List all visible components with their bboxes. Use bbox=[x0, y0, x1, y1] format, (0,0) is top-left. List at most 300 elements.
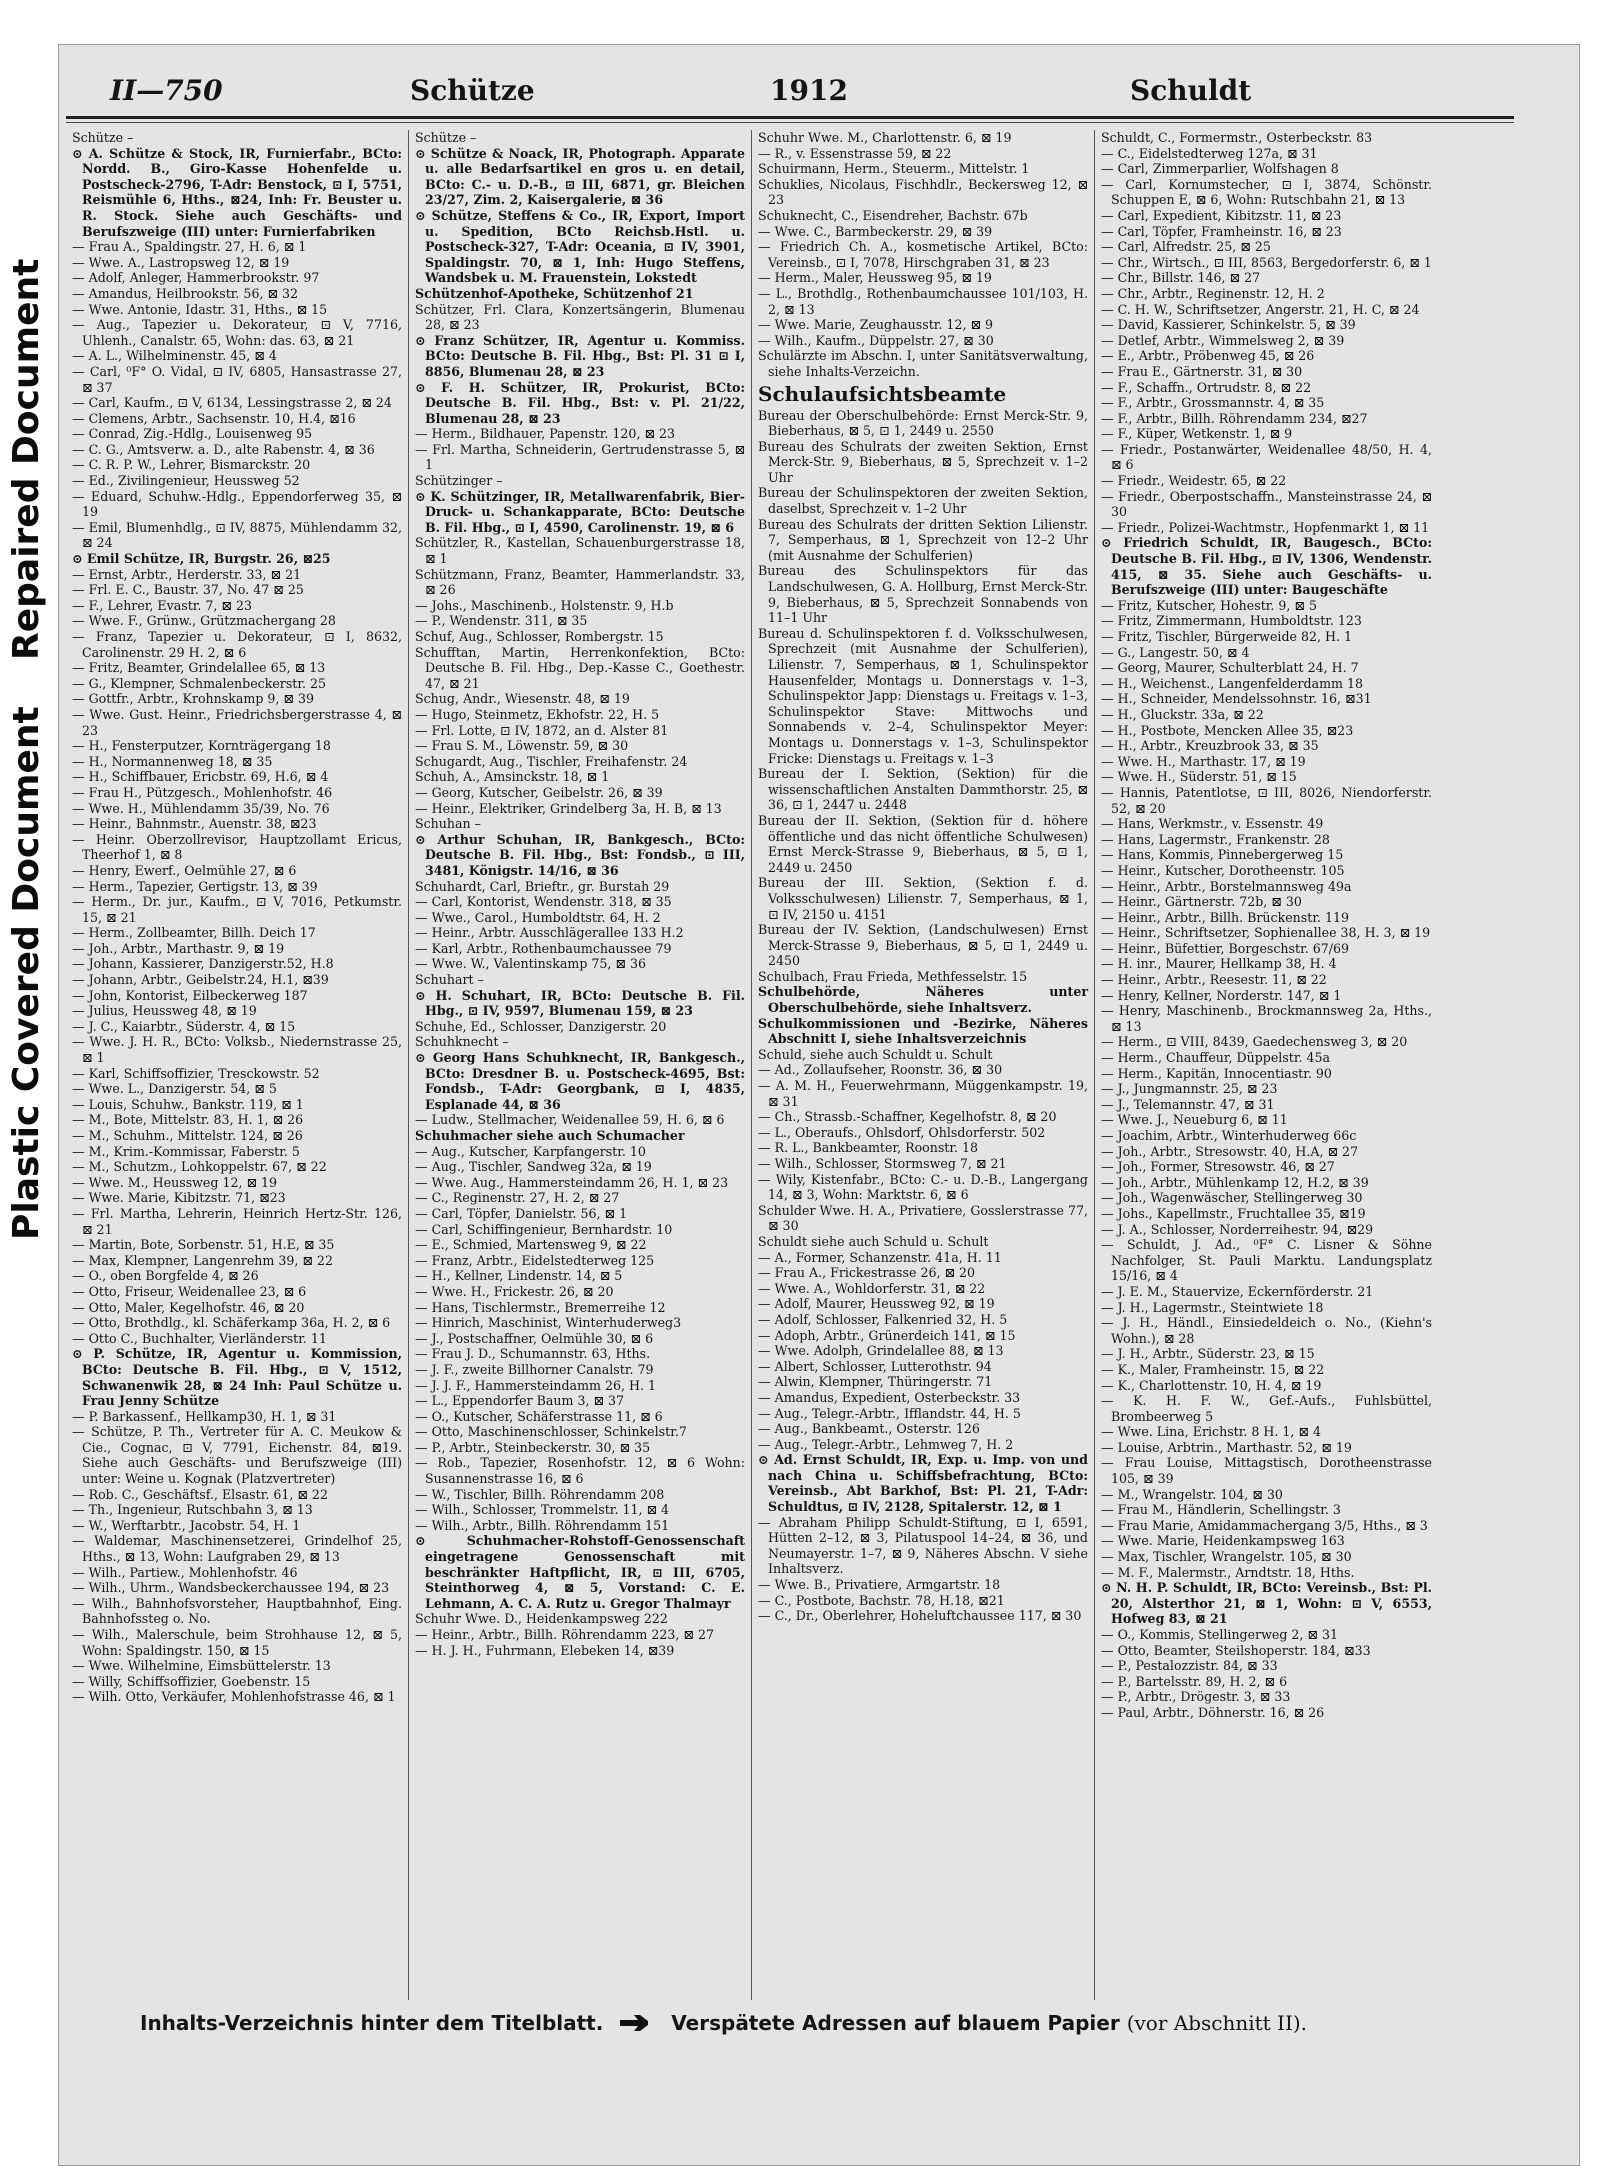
directory-entry: — C., Dr., Oberlehrer, Hoheluftchaussee 117, ⊠ 30 bbox=[758, 1608, 1082, 1624]
directory-entry: — Herm., Kapitän, Innocentiastr. 90 bbox=[1101, 1065, 1332, 1081]
directory-entry: — Ernst, Arbtr., Herderstr. 33, ⊠ 21 bbox=[72, 566, 302, 582]
directory-entry: — H. J. H., Fuhrmann, Elebeken 14, ⊠39 bbox=[415, 1642, 675, 1658]
directory-entry: — Johs., Kapellmstr., Fruchtallee 35, ⊠19 bbox=[1101, 1205, 1366, 1221]
directory-entry: — Heinr., Kutscher, Dorotheenstr. 105 bbox=[1101, 862, 1345, 878]
directory-entry: Schützinger – bbox=[415, 473, 503, 489]
directory-entry: — C., Eidelstedterweg 127a, ⊠ 31 bbox=[1101, 145, 1318, 161]
directory-entry: Schuh, A., Amsinckstr. 18, ⊠ 1 bbox=[415, 769, 610, 785]
directory-entry: — J. A., Schlosser, Norderreihestr. 94, ⊠29 bbox=[1101, 1221, 1374, 1237]
directory-entry: — Heinr., Elektriker, Grindelberg 3a, H. B, ⊠ 13 bbox=[415, 800, 722, 816]
directory-entry: — J., Jungmannstr. 25, ⊠ 23 bbox=[1101, 1081, 1278, 1097]
directory-entry: — O., Kommis, Stellingerweg 2, ⊠ 31 bbox=[1101, 1627, 1338, 1642]
column-2 bbox=[409, 130, 752, 2000]
directory-entry: — L., Oberaufs., Ohlsdorf, Ohlsdorferstr. 502 bbox=[758, 1124, 1046, 1140]
directory-entry: — Frau A., Spaldingstr. 27, H. 6, ⊠ 1 bbox=[72, 239, 307, 255]
directory-entry: Schuhardt, Carl, Brieftr., gr. Burstah 29 bbox=[415, 878, 670, 894]
directory-entry: — Rob. C., Geschäftsf., Elsastr. 61, ⊠ 22 bbox=[72, 1486, 328, 1502]
directory-entry: Schuf, Aug., Schlosser, Rombergstr. 15 bbox=[415, 629, 664, 644]
directory-entry: ⊙ A. Schütze & Stock, IR, Furnierfabr., BCto: Nordd. B., Giro-Kasse Hohenfelde u. Postscheck-2796, T-Adr: Benstock, ⊡ I, 5751, Reismühle 6, Hths., ⊠24, Inh: Fr. Beuster u. R. Stock. Siehe auch Geschäfts- und Berufszweige (III) unter: Furnierfabriken bbox=[72, 145, 402, 239]
directory-entry: — F., Arbtr., Grossmannstr. 4, ⊠ 35 bbox=[1101, 395, 1325, 411]
directory-entry: — H., Gluckstr. 33a, ⊠ 22 bbox=[1101, 706, 1264, 722]
directory-entry: — Detlef, Arbtr., Wimmelsweg 2, ⊠ 39 bbox=[1101, 332, 1345, 348]
directory-entry: — J. H., Händl., Einsiedeldeich o. No., (Kiehn's Wohn.), ⊠ 28 bbox=[1101, 1315, 1432, 1346]
directory-entry: — John, Kontorist, Eilbeckerweg 187 bbox=[72, 987, 308, 1003]
directory-entry: — Frau J. D., Schumannstr. 63, Hths. bbox=[415, 1346, 651, 1362]
directory-entry: — Th., Ingenieur, Rutschbahn 3, ⊠ 13 bbox=[72, 1502, 313, 1518]
directory-entry: — Friedrich Ch. A., kosmetische Artikel, BCto: Vereinsb., ⊡ I, 7078, Hirschgraben 31, ⊠ 23 bbox=[758, 239, 1088, 270]
pointing-hand-icon bbox=[620, 2013, 654, 2037]
directory-entry: — Hinrich, Maschinist, Winterhuderweg3 bbox=[415, 1315, 682, 1331]
directory-entry: — Wwe. F., Grünw., Grützmachergang 28 bbox=[72, 613, 336, 629]
directory-entry: Bureau des Schulrats der dritten Sektion Lilienstr. 7, Semperhaus, ⊠ 1, Sprechzeit von 12–2 Uhr (mit Ausnahme der Schulferien) bbox=[758, 516, 1088, 563]
directory-entry: — Schütze, P. Th., Vertreter für A. C. Meukow & Cie., Cognac, ⊡ V, 7791, Eichenstr. 84, ⊠19. Siehe auch Geschäfts- und Berufszweige (III) unter: Weine u. Kognak (Platzvertreter) bbox=[72, 1424, 402, 1487]
directory-entry: Bureau der Schulinspektoren der zweiten Sektion, daselbst, Sprechzeit v. 1–2 Uhr bbox=[758, 485, 1088, 517]
directory-entry: — Heinr. Oberzollrevisor, Hauptzollamt Ericus, Theerhof 1, ⊠ 8 bbox=[72, 831, 402, 863]
directory-entry: — L., Brothdlg., Rothenbaumchaussee 101/103, H. 2, ⊠ 13 bbox=[758, 285, 1088, 317]
directory-entry: — Johs., Maschinenb., Holstenstr. 9, H.b bbox=[415, 597, 674, 613]
directory-entry: — O., Kutscher, Schäferstrasse 11, ⊠ 6 bbox=[415, 1408, 663, 1424]
directory-entry: — Adolf, Anleger, Hammerbrookstr. 97 bbox=[72, 270, 320, 286]
directory-entry: — A., Former, Schanzenstr. 41a, H. 11 bbox=[758, 1249, 1002, 1265]
directory-entry: — Wilh., Schlosser, Trommelstr. 11, ⊠ 4 bbox=[415, 1502, 670, 1518]
directory-entry: — E., Schmied, Martensweg 9, ⊠ 22 bbox=[415, 1237, 647, 1253]
directory-entry: — Henry, Maschinenb., Brockmannsweg 2a, Hths., ⊠ 13 bbox=[1101, 1003, 1432, 1034]
directory-entry: — Louise, Arbtrin., Marthastr. 52, ⊠ 19 bbox=[1101, 1439, 1352, 1455]
directory-entry: — H., Normannenweg 18, ⊠ 35 bbox=[72, 753, 273, 769]
directory-entry: — M. F., Malermstr., Arndtstr. 18, Hths. bbox=[1101, 1564, 1355, 1580]
directory-entry: — Carl, Kaufm., ⊡ V, 6134, Lessingstrasse 2, ⊠ 24 bbox=[72, 395, 392, 411]
directory-entry: — G., Klempner, Schmalenbeckerstr. 25 bbox=[72, 675, 327, 691]
directory-entry: — E., Arbtr., Pröbenweg 45, ⊠ 26 bbox=[1101, 348, 1315, 364]
directory-entry: — P., Arbtr., Steinbeckerstr. 30, ⊠ 35 bbox=[415, 1439, 651, 1455]
directory-entry: — H., Schneider, Mendelssohnstr. 16, ⊠31 bbox=[1101, 691, 1372, 707]
directory-entry: — Heinr., Arbtr., Reesestr. 11, ⊠ 22 bbox=[1101, 972, 1327, 988]
directory-entry: — Abraham Philipp Schuldt-Stiftung, ⊡ I, 6591, Hütten 2–12, ⊠ 3, Pilatuspool 14–24, ⊠ 36, und Neumayerstr. 1–7, ⊠ 9, Näheres Abschn. V siehe Inhaltsverz. bbox=[758, 1514, 1088, 1577]
directory-entry: ⊙ Arthur Schuhan, IR, Bankgesch., BCto: Deutsche B. Fil. Hbg., Bst: Fondsb., ⊡ III, 3481, Königstr. 14/16, ⊠ 36 bbox=[415, 831, 745, 878]
directory-entry: — H., Postbote, Mencken Allee 35, ⊠23 bbox=[1101, 722, 1354, 738]
directory-entry: — Adolf, Maurer, Heussweg 92, ⊠ 19 bbox=[758, 1296, 995, 1312]
directory-entry: — Wwe. L., Danzigerstr. 54, ⊠ 5 bbox=[72, 1081, 277, 1097]
directory-entry: — Wwe., Carol., Humboldtstr. 64, H. 2 bbox=[415, 909, 661, 925]
directory-entry: ⊙ K. Schützinger, IR, Metallwarenfabrik, Bier-Druck- u. Schankapparate, BCto: Deutsche B. Fil. Hbg., ⊡ I, 4590, Carolinenstr. 19, ⊠ 6 bbox=[415, 488, 745, 535]
directory-entry: — Carl, Expedient, Kibitzstr. 11, ⊠ 23 bbox=[1101, 207, 1342, 223]
directory-entry: — Wilh., Partiew., Mohlenhofstr. 46 bbox=[72, 1564, 298, 1580]
footer-index-note: Inhalts-Verzeichnis hinter dem Titelblatt. bbox=[140, 2011, 604, 2035]
directory-entry: — Ch., Strassb.-Schaffner, Kegelhofstr. 8, ⊠ 20 bbox=[758, 1109, 1057, 1125]
directory-entry: — Wilh., Kaufm., Düppelstr. 27, ⊠ 30 bbox=[758, 332, 994, 348]
directory-entry: — Carl, Schiffingenieur, Bernhardstr. 10 bbox=[415, 1221, 673, 1237]
directory-entry: — Frau H., Pützgesch., Mohlenhofstr. 46 bbox=[72, 784, 333, 800]
directory-entry: Schuld, siehe auch Schuldt u. Schult bbox=[758, 1046, 993, 1062]
directory-entry: — Herm., Chauffeur, Düppelstr. 45a bbox=[1101, 1050, 1331, 1066]
directory-entry: — Georg, Maurer, Schulterblatt 24, H. 7 bbox=[1101, 660, 1359, 676]
directory-entry: — Rob., Tapezier, Rosenhofstr. 12, ⊠ 6 Wohn: Susannenstrasse 16, ⊠ 6 bbox=[415, 1455, 745, 1487]
directory-entry: — Frau M., Händlerin, Schellingstr. 3 bbox=[1101, 1502, 1341, 1518]
directory-entry: — Carl, Kornumstecher, ⊡ I, 3874, Schönstr. Schuppen E, ⊠ 6, Wohn: Rutschbahn 21, ⊠ 13 bbox=[1101, 176, 1432, 208]
directory-entry: Schuldt siehe auch Schuld u. Schult bbox=[758, 1233, 989, 1249]
directory-entry: — W., Werftarbtr., Jacobstr. 54, H. 1 bbox=[72, 1517, 301, 1533]
directory-entry: — Wwe. J., Neueburg 6, ⊠ 11 bbox=[1101, 1112, 1288, 1128]
directory-entry: ⊙ F. H. Schützer, IR, Prokurist, BCto: Deutsche B. Fil. Hbg., Bst: v. Pl. 21/22, Blumenau 28, ⊠ 23 bbox=[415, 379, 745, 426]
directory-entry: Bureau des Schulinspektors für das Landschulwesen, G. A. Hollburg, Ernst Merck-Str. 9, Bieberhaus, ⊠ 5, Sprechzeit Sonnabends von 11–1 Uhr bbox=[758, 563, 1088, 626]
directory-entry: ⊙ Friedrich Schuldt, IR, Baugesch., BCto: Deutsche B. Fil. Hbg., ⊡ IV, 1306, Wendenstr. 415, ⊠ 35. Siehe auch Geschäfts- u. Berufszweige (III) unter: Baugeschäfte bbox=[1101, 535, 1432, 598]
directory-entry: ⊙ Schütze & Noack, IR, Photograph. Apparate u. alle Bedarfsartikel en gros u. en detail, BCto: C.- u. D.-B., ⊡ III, 6871, gr. Bleichen 23/27, Zim. 2, Kaisergalerie, ⊠ 36 bbox=[415, 145, 745, 208]
directory-entry: — P., Wendenstr. 311, ⊠ 35 bbox=[415, 613, 588, 629]
column-1 bbox=[66, 130, 409, 2000]
directory-entry: — W., Tischler, Billh. Röhrendamm 208 bbox=[415, 1486, 665, 1502]
footer-late-addresses: Verspätete Adressen auf blauem Papier bbox=[671, 2011, 1120, 2035]
directory-entry: — Hannis, Patentlotse, ⊡ III, 8026, Niendorferstr. 52, ⊠ 20 bbox=[1101, 784, 1432, 816]
directory-entry: — Wily, Kistenfabr., BCto: C.- u. D.-B., Langergang 14, ⊠ 3, Wohn: Marktstr. 6, ⊠ 6 bbox=[758, 1171, 1088, 1203]
directory-entry: — Carl, ⁰F° O. Vidal, ⊡ IV, 6805, Hansastrasse 27, ⊠ 37 bbox=[72, 363, 402, 395]
directory-entry: — Wwe. A., Wohldorferstr. 31, ⊠ 22 bbox=[758, 1280, 986, 1296]
directory-entry: — L., Eppendorfer Baum 3, ⊠ 37 bbox=[415, 1393, 625, 1409]
directory-entry: — Ludw., Stellmacher, Weidenallee 59, H. 6, ⊠ 6 bbox=[415, 1112, 725, 1128]
directory-entry: Schuhart – bbox=[415, 972, 484, 988]
directory-entry: — O., oben Borgfelde 4, ⊠ 26 bbox=[72, 1268, 259, 1284]
directory-entry: — Wwe. Gust. Heinr., Friedrichsbergerstrasse 4, ⊠ 23 bbox=[72, 706, 402, 738]
directory-entry: — Joh., Arbtr., Marthastr. 9, ⊠ 19 bbox=[72, 940, 285, 956]
header-rule-thin bbox=[66, 122, 1514, 123]
directory-entry: — Aug., Telegr.-Arbtr., Ifflandstr. 44, H. 5 bbox=[758, 1405, 1021, 1421]
directory-entry: ⊙ H. Schuhart, IR, BCto: Deutsche B. Fil. Hbg., ⊡ IV, 9597, Blumenau 159, ⊠ 23 bbox=[415, 987, 745, 1019]
directory-entry: — Otto, Beamter, Steilshoperstr. 184, ⊠33 bbox=[1101, 1642, 1371, 1658]
directory-entry: Schug, Andr., Wiesenstr. 48, ⊠ 19 bbox=[415, 691, 630, 707]
directory-entry: — Heinr., Arbtr., Billh. Brückenstr. 119 bbox=[1101, 909, 1349, 925]
directory-entry: — Heinr., Schriftsetzer, Sophienallee 38, H. 3, ⊠ 19 bbox=[1101, 925, 1431, 941]
directory-entry: — Ed., Zivilingenieur, Heussweg 52 bbox=[72, 473, 300, 489]
directory-entry: — J. H., Arbtr., Süderstr. 23, ⊠ 15 bbox=[1101, 1346, 1315, 1362]
directory-entry: — Carl, Töpfer, Danielstr. 56, ⊠ 1 bbox=[415, 1205, 628, 1221]
directory-entry: — Herm., Bildhauer, Papenstr. 120, ⊠ 23 bbox=[415, 426, 676, 442]
page-number: II—750 bbox=[110, 74, 223, 107]
directory-entry: — Henry, Ewerf., Oelmühle 27, ⊠ 6 bbox=[72, 862, 297, 878]
directory-entry: ⊙ Ad. Ernst Schuldt, IR, Exp. u. Imp. von und nach China u. Schiffsbefrachtung, BCto: Vereinsb., Abt Barkhof, Bst: Pl. 21, T-Adr: Schuldtus, ⊡ IV, 2128, Spitalerstr. 12, ⊠ 1 bbox=[758, 1452, 1088, 1515]
side-label-repaired: Repaired Document bbox=[6, 258, 47, 660]
directory-entry: Schuklies, Nicolaus, Fischhdlr., Beckersweg 12, ⊠ 23 bbox=[758, 176, 1088, 208]
directory-entry: — K., Charlottenstr. 10, H. 4, ⊠ 19 bbox=[1101, 1377, 1322, 1393]
directory-entry: — F., Schaffn., Ortrudstr. 8, ⊠ 22 bbox=[1101, 379, 1312, 395]
directory-entry: — C. G., Amtsverw. a. D., alte Rabenstr. 4, ⊠ 36 bbox=[72, 441, 375, 457]
directory-entry: ⊙ Schütze, Steffens & Co., IR, Export, Import u. Spedition, BCto Reichsb.Hstl. u. Postscheck-327, T-Adr: Oceania, ⊡ IV, 3901, Spaldingstr. 70, ⊠ 1, Inh: Hugo Steffens, Wandsbek u. M. Frauenstein, Lokstedt bbox=[415, 207, 745, 286]
directory-entry: — H., Kellner, Lindenstr. 14, ⊠ 5 bbox=[415, 1268, 623, 1284]
directory-entry: — Wwe. Antonie, Idastr. 31, Hths., ⊠ 15 bbox=[72, 301, 328, 317]
directory-entry: — Chr., Wirtsch., ⊡ III, 8563, Bergedorferstr. 6, ⊠ 1 bbox=[1101, 254, 1432, 270]
directory-entry: Schulärzte im Abschn. I, unter Sanitätsverwaltung, siehe Inhalts-Verzeichn. bbox=[758, 348, 1088, 379]
directory-entry: — Wwe. Marie, Zeughausstr. 12, ⊠ 9 bbox=[758, 317, 994, 333]
directory-entry: — Herm., Zollbeamter, Billh. Deich 17 bbox=[72, 925, 316, 941]
directory-entry: — Otto, Maler, Kegelhofstr. 46, ⊠ 20 bbox=[72, 1299, 305, 1315]
directory-entry: — Heinr., Büfettier, Borgeschstr. 67/69 bbox=[1101, 940, 1349, 956]
directory-entry: — Otto, Friseur, Weidenallee 23, ⊠ 6 bbox=[72, 1283, 307, 1299]
directory-entry: — Wwe. A., Lastropsweg 12, ⊠ 19 bbox=[72, 254, 290, 270]
column-3 bbox=[752, 130, 1095, 2000]
directory-entry: — Aug., Tischler, Sandweg 32a, ⊠ 19 bbox=[415, 1159, 652, 1175]
directory-entry: — H., Fensterputzer, Kornträgergang 18 bbox=[72, 738, 331, 754]
directory-entry: — Emil, Blumenhdlg., ⊡ IV, 8875, Mühlendamm 32, ⊠ 24 bbox=[72, 519, 402, 551]
directory-entry: — Wwe. J. H. R., BCto: Volksb., Niedernstrasse 25, ⊠ 1 bbox=[72, 1034, 402, 1066]
directory-entry: — Wwe. Wilhelmine, Eimsbüttelerstr. 13 bbox=[72, 1658, 331, 1674]
directory-entry: — Max, Tischler, Wrangelstr. 105, ⊠ 30 bbox=[1101, 1549, 1352, 1565]
directory-entry: — Wwe. H., Mühlendamm 35/39, No. 76 bbox=[72, 800, 330, 816]
directory-entry: — G., Langestr. 50, ⊠ 4 bbox=[1101, 644, 1250, 660]
directory-entry: ⊙ N. H. P. Schuldt, IR, BCto: Vereinsb., Bst: Pl. 20, Alsterthor 21, ⊠ 1, Wohn: ⊡ V, 6553, Hofweg 83, ⊠ 21 bbox=[1101, 1580, 1432, 1627]
directory-entry: — Heinr., Arbtr., Billh. Röhrendamm 223, ⊠ 27 bbox=[415, 1627, 714, 1642]
directory-entry: Schulkommissionen und -Bezirke, Näheres Abschnitt I, siehe Inhaltsverzeichnis bbox=[758, 1015, 1088, 1047]
directory-entry: — Henry, Kellner, Norderstr. 147, ⊠ 1 bbox=[1101, 987, 1342, 1003]
directory-entry: — Wwe. Adolph, Grindelallee 88, ⊠ 13 bbox=[758, 1343, 1004, 1359]
directory-entry: — Ad., Zollaufseher, Roonstr. 36, ⊠ 30 bbox=[758, 1062, 1003, 1078]
directory-entry: — Herm., Tapezier, Gertigstr. 13, ⊠ 39 bbox=[72, 878, 318, 894]
directory-entry: Schütze – bbox=[72, 130, 134, 145]
directory-entry: Schuhe, Ed., Schlosser, Danzigerstr. 20 bbox=[415, 1018, 667, 1034]
directory-entry: — J., Telemannstr. 47, ⊠ 31 bbox=[1101, 1096, 1275, 1112]
directory-columns bbox=[66, 130, 1438, 2000]
directory-entry: — Wilh. Otto, Verkäufer, Mohlenhofstrasse 46, ⊠ 1 bbox=[72, 1689, 396, 1705]
directory-entry: — Alwin, Klempner, Thüringerstr. 71 bbox=[758, 1374, 993, 1390]
directory-entry: — P. Barkassenf., Hellkamp30, H. 1, ⊠ 31 bbox=[72, 1408, 337, 1424]
directory-entry: — Heinr., Arbtr. Ausschlägerallee 133 H.2 bbox=[415, 925, 684, 941]
directory-entry: — Karl, Arbtr., Rothenbaumchaussee 79 bbox=[415, 940, 672, 956]
directory-entry: — Waldemar, Maschinensetzerei, Grindelhof 25, Hths., ⊠ 13, Wohn: Laufgraben 29, ⊠ 13 bbox=[72, 1533, 402, 1565]
directory-entry: — Frau Marie, Amidammachergang 3/5, Hths., ⊠ 3 bbox=[1101, 1517, 1428, 1533]
directory-entry: — Wwe. Marie, Kibitzstr. 71, ⊠23 bbox=[72, 1190, 286, 1206]
directory-entry: — Herm., Maler, Heussweg 95, ⊠ 19 bbox=[758, 270, 992, 286]
directory-entry: — Georg, Kutscher, Geibelstr. 26, ⊠ 39 bbox=[415, 784, 663, 800]
directory-entry: — M., Krim.-Kommissar, Faberstr. 5 bbox=[72, 1143, 300, 1159]
directory-entry: — J. J. F., Hammersteindamm 26, H. 1 bbox=[415, 1377, 656, 1393]
directory-entry: — Frl. Martha, Schneiderin, Gertrudenstrasse 5, ⊠ 1 bbox=[415, 441, 745, 473]
directory-entry: Schützler, R., Kastellan, Schauenburgerstrasse 18, ⊠ 1 bbox=[415, 535, 745, 567]
directory-entry: — R. L., Bankbeamter, Roonstr. 18 bbox=[758, 1140, 979, 1156]
directory-entry: Bureau d. Schulinspektoren f. d. Volksschulwesen, Sprechzeit (mit Ausnahme der Schulferien), Lilienstr. 7, Semperhaus, ⊠ 1, Schulinspektor Hausenfelder, Montags u. Donnerstags v. 1–3, Schulinspektor Japp: Dienstags u. Freitags v. 1–3, Schulinspektor Stave: Mittwochs und Sonnabends v. 2–4, Schulinspektor Meyer: Montags u. Donnerstags v. 1–3, Schulinspektor Fricke: Dienstags u. Freitags v. 1–3 bbox=[758, 625, 1088, 766]
directory-entry: Schuhr Wwe. D., Heidenkampsweg 222 bbox=[415, 1611, 668, 1627]
directory-entry: Bureau der Oberschulbehörde: Ernst Merck-Str. 9, Bieberhaus, ⊠ 5, ⊡ 1, 2449 u. 2550 bbox=[758, 407, 1088, 439]
directory-entry: — Frau A., Frickestrasse 26, ⊠ 20 bbox=[758, 1265, 976, 1281]
directory-entry: Bureau der II. Sektion, (Sektion für d. höhere öffentliche und das nicht öffentliche Schulwesen) Ernst Merck-Strasse 9, Bieberhaus, ⊠ 5, ⊡ 1, 2449 u. 2450 bbox=[758, 812, 1088, 875]
section-heading: Schulaufsichtsbeamte bbox=[758, 381, 1007, 406]
directory-entry: — Chr., Billstr. 146, ⊠ 27 bbox=[1101, 270, 1261, 286]
directory-entry: — Wilh., Arbtr., Billh. Röhrendamm 151 bbox=[415, 1517, 670, 1533]
directory-entry: — Friedr., Postanwärter, Weidenallee 48/50, H. 4, ⊠ 6 bbox=[1101, 441, 1432, 473]
header-right-word: Schuldt bbox=[1130, 74, 1252, 107]
directory-entry: Bureau des Schulrats der zweiten Sektion, Ernst Merck-Str. 9, Bieberhaus, ⊠ 5, Sprechzeit v. 1–2 Uhr bbox=[758, 438, 1088, 485]
directory-entry: — Wwe. Lina, Erichstr. 8 H. 1, ⊠ 4 bbox=[1101, 1424, 1321, 1440]
column-4 bbox=[1095, 130, 1438, 2000]
directory-entry: — Friedr., Weidestr. 65, ⊠ 22 bbox=[1101, 473, 1287, 489]
directory-entry: Schulbach, Frau Frieda, Methfesselstr. 15 bbox=[758, 968, 1028, 984]
directory-entry: — Heinr., Bahnmstr., Auenstr. 38, ⊠23 bbox=[72, 816, 317, 832]
directory-entry: Schugardt, Aug., Tischler, Freihafenstr. 24 bbox=[415, 753, 688, 769]
directory-entry: — Joh., Former, Stresowstr. 46, ⊠ 27 bbox=[1101, 1159, 1335, 1175]
directory-entry: Schuhknecht – bbox=[415, 1034, 509, 1050]
directory-entry: — Wwe. H., Süderstr. 51, ⊠ 15 bbox=[1101, 769, 1297, 785]
directory-entry: — Otto, Maschinenschlosser, Schinkelstr.7 bbox=[415, 1424, 687, 1440]
directory-entry: — F., Arbtr., Billh. Röhrendamm 234, ⊠27 bbox=[1101, 410, 1368, 426]
directory-entry: ⊙ Georg Hans Schuhknecht, IR, Bankgesch., BCto: Dresdner B. u. Postscheck-4695, Bst: Fondsb., T-Adr: Georgbank, ⊡ I, 4835, Esplanade 44, ⊠ 36 bbox=[415, 1050, 745, 1112]
directory-entry: — Joh., Arbtr., Mühlenkamp 12, H.2, ⊠ 39 bbox=[1101, 1174, 1369, 1190]
directory-entry: Schufftan, Martin, Herrenkonfektion, BCto: Deutsche B. Fil. Hbg., Dep.-Kasse C., Goethestr. 47, ⊠ 21 bbox=[415, 644, 745, 691]
directory-entry: — Friedr., Oberpostschaffn., Mansteinstrasse 24, ⊠ 30 bbox=[1101, 488, 1432, 520]
directory-entry: Schulder Wwe. H. A., Privatiere, Gosslerstrasse 77, ⊠ 30 bbox=[758, 1202, 1088, 1234]
directory-entry: — M., Schuhm., Mittelstr. 124, ⊠ 26 bbox=[72, 1128, 303, 1143]
page-footer bbox=[140, 2011, 1307, 2037]
directory-entry: — Aug., Kutscher, Karpfangerstr. 10 bbox=[415, 1143, 646, 1159]
directory-entry: Schützmann, Franz, Beamter, Hammerlandstr. 33, ⊠ 26 bbox=[415, 566, 745, 598]
directory-entry: — A. M. H., Feuerwehrmann, Müggenkampstr. 19, ⊠ 31 bbox=[758, 1078, 1088, 1109]
directory-entry: — C. H. W., Schriftsetzer, Angerstr. 21, H. C, ⊠ 24 bbox=[1101, 301, 1420, 317]
directory-entry: Schütze – bbox=[415, 130, 477, 145]
directory-entry: — C., Postbote, Bachstr. 78, H.18, ⊠21 bbox=[758, 1592, 1005, 1608]
directory-entry: — Carl, Töpfer, Framheinstr. 16, ⊠ 23 bbox=[1101, 223, 1342, 239]
directory-entry: Schuknecht, C., Eisendreher, Bachstr. 67b bbox=[758, 207, 1028, 223]
directory-entry: — Gottfr., Arbtr., Krohnskamp 9, ⊠ 39 bbox=[72, 691, 314, 707]
directory-entry: — Martin, Bote, Sorbenstr. 51, H.E, ⊠ 35 bbox=[72, 1237, 335, 1253]
directory-entry: — P., Bartelsstr. 89, H. 2, ⊠ 6 bbox=[1101, 1673, 1288, 1689]
directory-entry: Bureau der III. Sektion, (Sektion f. d. Volksschulwesen) Lilienstr. 7, Semperhaus, ⊠ 1, ⊡ IV, 2150 u. 4151 bbox=[758, 875, 1088, 922]
directory-entry: — C. R. P. W., Lehrer, Bismarckstr. 20 bbox=[72, 457, 311, 473]
directory-entry: — M., Schutzm., Lohkoppelstr. 67, ⊠ 22 bbox=[72, 1159, 327, 1175]
directory-entry: — Joachim, Arbtr., Winterhuderweg 66c bbox=[1101, 1128, 1357, 1143]
directory-entry: — Wilh., Uhrm., Wandsbeckerchaussee 194, ⊠ 23 bbox=[72, 1580, 390, 1596]
directory-entry: — Herm., ⊡ VIII, 8439, Gaedechensweg 3, ⊠ 20 bbox=[1101, 1034, 1408, 1050]
directory-entry: — Franz, Tapezier u. Dekorateur, ⊡ I, 8632, Carolinenstr. 29 H. 2, ⊠ 6 bbox=[72, 629, 402, 660]
directory-entry: Schützenhof-Apotheke, Schützenhof 21 bbox=[415, 285, 694, 301]
directory-entry: — Julius, Heussweg 48, ⊠ 19 bbox=[72, 1003, 257, 1019]
directory-entry: — Willy, Schiffsoffizier, Goebenstr. 15 bbox=[72, 1673, 311, 1689]
directory-entry: — Karl, Schiffsoffizier, Tresckowstr. 52 bbox=[72, 1065, 320, 1081]
directory-entry: — Fritz, Kutscher, Hohestr. 9, ⊠ 5 bbox=[1101, 597, 1317, 613]
directory-entry: — Wilh., Schlosser, Stormsweg 7, ⊠ 21 bbox=[758, 1156, 1007, 1171]
directory-entry: ⊙ Emil Schütze, IR, Burgstr. 26, ⊠25 bbox=[72, 551, 331, 567]
directory-entry: — Fritz, Tischler, Bürgerweide 82, H. 1 bbox=[1101, 629, 1352, 644]
directory-entry: — Paul, Arbtr., Döhnerstr. 16, ⊠ 26 bbox=[1101, 1704, 1325, 1720]
directory-entry: — M., Bote, Mittelstr. 83, H. 1, ⊠ 26 bbox=[72, 1112, 304, 1128]
directory-entry: — J. H., Lagermstr., Steintwiete 18 bbox=[1101, 1299, 1324, 1315]
directory-entry: — Max, Klempner, Langenrehm 39, ⊠ 22 bbox=[72, 1252, 333, 1268]
directory-entry: — Johann, Arbtr., Geibelstr.24, H.1, ⊠39 bbox=[72, 972, 329, 988]
directory-entry: — Wwe. C., Barmbeckerstr. 29, ⊠ 39 bbox=[758, 223, 993, 239]
directory-entry: — Eduard, Schuhw.-Hdlg., Eppendorferweg 35, ⊠ 19 bbox=[72, 488, 402, 520]
directory-entry: — Wwe. Marie, Heidenkampsweg 163 bbox=[1101, 1533, 1345, 1549]
directory-entry: — Wwe. Aug., Hammersteindamm 26, H. 1, ⊠ 23 bbox=[415, 1174, 729, 1190]
directory-entry: — H., Schiffbauer, Ericbstr. 69, H.6, ⊠ 4 bbox=[72, 769, 329, 785]
directory-entry: Schuhmacher siehe auch Schumacher bbox=[415, 1128, 685, 1143]
directory-entry: — F., Küper, Wetkenstr. 1, ⊠ 9 bbox=[1101, 426, 1293, 442]
directory-entry: — P., Arbtr., Drögestr. 3, ⊠ 33 bbox=[1101, 1689, 1291, 1705]
directory-entry: — Wwe. H., Marthastr. 17, ⊠ 19 bbox=[1101, 753, 1306, 769]
directory-entry: — David, Kassierer, Schinkelstr. 5, ⊠ 39 bbox=[1101, 317, 1356, 333]
directory-entry: — Friedr., Polizei-Wachtmstr., Hopfenmarkt 1, ⊠ 11 bbox=[1101, 519, 1430, 535]
directory-entry: — P., Pestalozzistr. 84, ⊠ 33 bbox=[1101, 1658, 1278, 1674]
directory-entry: — Wwe. B., Privatiere, Armgartstr. 18 bbox=[758, 1577, 1001, 1593]
page-header bbox=[70, 66, 1440, 114]
directory-entry: — J. F., zweite Billhorner Canalstr. 79 bbox=[415, 1361, 654, 1377]
directory-entry: — K., Maler, Framheinstr. 15, ⊠ 22 bbox=[1101, 1361, 1325, 1377]
directory-entry: — Chr., Arbtr., Reginenstr. 12, H. 2 bbox=[1101, 285, 1325, 301]
directory-entry: — A. L., Wilhelminenstr. 45, ⊠ 4 bbox=[72, 348, 277, 364]
directory-entry: — Otto, Brothdlg., kl. Schäferkamp 36a, H. 2, ⊠ 6 bbox=[72, 1315, 391, 1331]
directory-entry: — R., v. Essenstrasse 59, ⊠ 22 bbox=[758, 145, 952, 161]
directory-entry: — Amandus, Heilbrookstr. 56, ⊠ 32 bbox=[72, 285, 299, 301]
directory-entry: Schuhr Wwe. M., Charlottenstr. 6, ⊠ 19 bbox=[758, 130, 1012, 145]
directory-entry: — F., Lehrer, Evastr. 7, ⊠ 23 bbox=[72, 597, 253, 613]
directory-entry: — Heinr., Arbtr., Borstelmannsweg 49a bbox=[1101, 878, 1352, 894]
side-label-plastic: Plastic Covered Document bbox=[6, 706, 47, 1240]
directory-entry: — Clemens, Arbtr., Sachsenstr. 10, H.4, ⊠16 bbox=[72, 410, 356, 426]
directory-entry: — J., Postschaffner, Oelmühle 30, ⊠ 6 bbox=[415, 1330, 654, 1346]
directory-entry: — Carl, Kontorist, Wendenstr. 318, ⊠ 35 bbox=[415, 894, 672, 910]
directory-entry: — Louis, Schuhw., Bankstr. 119, ⊠ 1 bbox=[72, 1096, 304, 1112]
directory-entry: — C., Reginenstr. 27, H. 2, ⊠ 27 bbox=[415, 1190, 620, 1206]
footer-section-note: (vor Abschnitt II). bbox=[1126, 2011, 1308, 2035]
directory-entry: — Fritz, Beamter, Grindelallee 65, ⊠ 13 bbox=[72, 660, 326, 676]
directory-entry: — Heinr., Gärtnerstr. 72b, ⊠ 30 bbox=[1101, 894, 1302, 910]
directory-entry: — Hans, Kommis, Pinnebergerweg 15 bbox=[1101, 847, 1344, 863]
header-rule bbox=[66, 116, 1514, 119]
directory-entry: — Frl. E. C., Baustr. 37, No. 47 ⊠ 25 bbox=[72, 582, 304, 598]
directory-entry: — Carl, Alfredstr. 25, ⊠ 25 bbox=[1101, 239, 1271, 255]
directory-entry: — Wilh., Malerschule, beim Strohhause 12, ⊠ 5, Wohn: Spaldingstr. 150, ⊠ 15 bbox=[72, 1627, 402, 1658]
directory-entry: — Adolf, Schlosser, Falkenried 32, H. 5 bbox=[758, 1311, 1008, 1327]
directory-entry: — Hugo, Steinmetz, Ekhofstr. 22, H. 5 bbox=[415, 706, 660, 722]
directory-entry: ⊙ Schuhmacher-Rohstoff-Genossenschaft eingetragene Genossenschaft mit beschränkter Haftpflicht, IR, ⊡ III, 6705, Steinthorweg 4, ⊠ 5, Vorstand: C. E. Lehmann, A. C. A. Rutz u. Gregor Thalmayr bbox=[415, 1533, 745, 1611]
directory-entry: — Franz, Arbtr., Eidelstedterweg 125 bbox=[415, 1252, 655, 1268]
directory-entry: — H., Arbtr., Kreuzbrook 33, ⊠ 35 bbox=[1101, 738, 1319, 754]
directory-entry: — Aug., Tapezier u. Dekorateur, ⊡ V, 7716, Uhlenh., Canalstr. 65, Wohn: das. 63, ⊠ 21 bbox=[72, 317, 402, 348]
directory-entry: Schulbehörde, Näheres unter Oberschulbehörde, siehe Inhaltsverz. bbox=[758, 984, 1088, 1016]
directory-entry: — Aug., Bankbeamt., Osterstr. 126 bbox=[758, 1421, 980, 1437]
directory-entry: — H. inr., Maurer, Hellkamp 38, H. 4 bbox=[1101, 956, 1337, 972]
directory-entry: — Frau E., Gärtnerstr. 31, ⊠ 30 bbox=[1101, 363, 1303, 379]
directory-entry: — Wilh., Bahnhofsvorsteher, Hauptbahnhof, Eing. Bahnhofssteg o. No. bbox=[72, 1595, 402, 1627]
directory-entry: ⊙ P. Schütze, IR, Agentur u. Kommission, BCto: Deutsche B. Fil. Hbg., ⊡ V, 1512, Schwanenwik 28, ⊠ 24 Inh: Paul Schütze u. Frau Jenny Schütze bbox=[72, 1346, 402, 1409]
directory-entry: — Adoph, Arbtr., Grünerdeich 141, ⊠ 15 bbox=[758, 1327, 1016, 1343]
directory-entry: Schuirmann, Herm., Steuerm., Mittelstr. 1 bbox=[758, 161, 1030, 177]
directory-entry: — Wwe. W., Valentinskamp 75, ⊠ 36 bbox=[415, 956, 646, 972]
directory-entry: — Hans, Tischlermstr., Bremerreihe 12 bbox=[415, 1299, 666, 1315]
directory-entry: — Aug., Telegr.-Arbtr., Lehmweg 7, H. 2 bbox=[758, 1436, 1014, 1452]
directory-entry: Bureau der I. Sektion, (Sektion) für die wissenschaftlichen Anstalten Dammthorstr. 25, ⊠ 36, ⊡ 1, 2447 u. 2448 bbox=[758, 766, 1088, 813]
directory-entry: — Johann, Kassierer, Danzigerstr.52, H.8 bbox=[72, 956, 334, 972]
directory-entry: — Otto C., Buchhalter, Vierländerstr. 11 bbox=[72, 1330, 327, 1346]
directory-entry: — H., Weichenst., Langenfelderdamm 18 bbox=[1101, 675, 1364, 691]
directory-entry: — Frl. Lotte, ⊡ IV, 1872, an d. Alster 81 bbox=[415, 722, 669, 738]
directory-entry: — Herm., Dr. jur., Kaufm., ⊡ V, 7016, Petkumstr. 15, ⊠ 21 bbox=[72, 894, 402, 925]
header-left-word: Schütze bbox=[410, 74, 535, 107]
directory-entry: Schuhan – bbox=[415, 816, 481, 832]
directory-entry: — Wwe. M., Heussweg 12, ⊠ 19 bbox=[72, 1174, 278, 1190]
directory-entry: — M., Wrangelstr. 104, ⊠ 30 bbox=[1101, 1486, 1283, 1502]
directory-entry: — Schuldt, J. Ad., ⁰F° C. Lisner & Söhne Nachfolger, St. Pauli Marktu. Landungsplatz 15/16, ⊠ 4 bbox=[1101, 1237, 1432, 1284]
directory-entry: — Fritz, Zimmermann, Humboldtstr. 123 bbox=[1101, 613, 1362, 629]
directory-entry: Bureau der IV. Sektion, (Landschulwesen) Ernst Merck-Strasse 9, Bieberhaus, ⊠ 5, ⊡ 1, 2449 u. 2450 bbox=[758, 922, 1088, 969]
header-year: 1912 bbox=[770, 74, 848, 107]
directory-entry: Schützer, Frl. Clara, Konzertsängerin, Blumenau 28, ⊠ 23 bbox=[415, 301, 745, 333]
directory-entry: — Frau Louise, Mittagstisch, Dorotheenstrasse 105, ⊠ 39 bbox=[1101, 1455, 1432, 1487]
directory-entry: — Conrad, Zig.-Hdlg., Louisenweg 95 bbox=[72, 426, 313, 442]
directory-entry: — Frau S. M., Löwenstr. 59, ⊠ 30 bbox=[415, 738, 629, 754]
directory-entry: — K. H. F. W., Gef.-Aufs., Fuhlsbüttel, Brombeerweg 5 bbox=[1101, 1393, 1432, 1424]
directory-entry: — Wwe. H., Frickestr. 26, ⊠ 20 bbox=[415, 1283, 614, 1299]
directory-entry: — J. C., Kaiarbtr., Süderstr. 4, ⊠ 15 bbox=[72, 1018, 296, 1034]
directory-entry: — Frl. Martha, Lehrerin, Heinrich Hertz-Str. 126, ⊠ 21 bbox=[72, 1205, 402, 1237]
directory-entry: — Amandus, Expedient, Osterbeckstr. 33 bbox=[758, 1389, 1021, 1405]
directory-entry: Schuldt, C., Formermstr., Osterbeckstr. 83 bbox=[1101, 130, 1373, 145]
directory-entry: — Albert, Schlosser, Lutterothstr. 94 bbox=[758, 1358, 992, 1374]
directory-entry: — Joh., Wagenwäscher, Stellingerweg 30 bbox=[1101, 1190, 1363, 1206]
directory-entry: — Carl, Zimmerparlier, Wolfshagen 8 bbox=[1101, 161, 1339, 177]
